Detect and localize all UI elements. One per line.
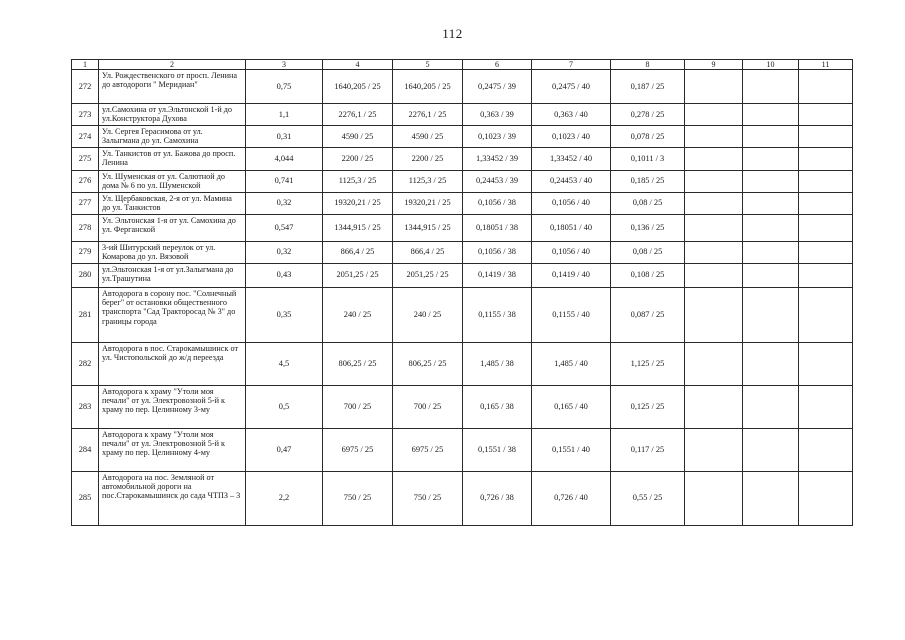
value-cell-c8: 0,08 / 25 bbox=[611, 192, 685, 214]
value-cell-c8: 0,278 / 25 bbox=[611, 104, 685, 126]
value-cell-c5: 2051,25 / 25 bbox=[393, 263, 463, 287]
value-cell-c6: 1,485 / 38 bbox=[463, 342, 532, 385]
value-cell-c6: 0,1023 / 39 bbox=[463, 125, 532, 147]
value-cell-c9 bbox=[685, 125, 743, 147]
value-cell-c8: 0,08 / 25 bbox=[611, 241, 685, 263]
row-number-cell: 277 bbox=[72, 192, 99, 214]
value-cell-c10 bbox=[743, 192, 799, 214]
row-number-cell: 272 bbox=[72, 70, 99, 104]
value-cell-c3: 2,2 bbox=[246, 471, 323, 525]
road-name-cell: Ул. Щербаковская, 2-я от ул. Мамина до ул. Танкистов bbox=[99, 192, 246, 214]
value-cell-c5: 1344,915 / 25 bbox=[393, 214, 463, 241]
value-cell-c6: 0,2475 / 39 bbox=[463, 70, 532, 104]
value-cell-c8: 0,117 / 25 bbox=[611, 428, 685, 471]
value-cell-c4: 2276,1 / 25 bbox=[323, 104, 393, 126]
value-cell-c10 bbox=[743, 125, 799, 147]
table-row bbox=[72, 385, 853, 428]
value-cell-c8: 0,136 / 25 bbox=[611, 214, 685, 241]
table-row bbox=[72, 428, 853, 471]
value-cell-c3: 0,32 bbox=[246, 241, 323, 263]
value-cell-c3: 0,75 bbox=[246, 70, 323, 104]
value-cell-c5: 750 / 25 bbox=[393, 471, 463, 525]
row-number-cell: 276 bbox=[72, 170, 99, 192]
value-cell-c9 bbox=[685, 192, 743, 214]
value-cell-c4: 6975 / 25 bbox=[323, 428, 393, 471]
value-cell-c11 bbox=[799, 192, 853, 214]
value-cell-c11 bbox=[799, 428, 853, 471]
value-cell-c3: 4,044 bbox=[246, 147, 323, 170]
value-cell-c11 bbox=[799, 241, 853, 263]
column-header: 7 bbox=[532, 60, 611, 70]
value-cell-c7: 0,2475 / 40 bbox=[532, 70, 611, 104]
value-cell-c11 bbox=[799, 342, 853, 385]
column-header: 3 bbox=[246, 60, 323, 70]
value-cell-c10 bbox=[743, 147, 799, 170]
value-cell-c11 bbox=[799, 147, 853, 170]
value-cell-c8: 0,187 / 25 bbox=[611, 70, 685, 104]
road-name-cell: Ул. Эльтонская 1-я от ул. Самохина до ул. Ферганской bbox=[99, 214, 246, 241]
value-cell-c6: 0,165 / 38 bbox=[463, 385, 532, 428]
column-header: 6 bbox=[463, 60, 532, 70]
value-cell-c11 bbox=[799, 263, 853, 287]
road-name-cell: Автодорога в пос. Старокамышинск от ул. Чистопольской до ж/д переезда bbox=[99, 342, 246, 385]
value-cell-c8: 0,108 / 25 bbox=[611, 263, 685, 287]
road-name-cell: Ул. Танкистов от ул. Бажова до просп. Ленина bbox=[99, 147, 246, 170]
row-number-cell: 273 bbox=[72, 104, 99, 126]
value-cell-c10 bbox=[743, 241, 799, 263]
value-cell-c4: 1344,915 / 25 bbox=[323, 214, 393, 241]
row-number-cell: 283 bbox=[72, 385, 99, 428]
value-cell-c8: 1,125 / 25 bbox=[611, 342, 685, 385]
value-cell-c6: 1,33452 / 39 bbox=[463, 147, 532, 170]
table-row bbox=[72, 287, 853, 342]
value-cell-c6: 0,1056 / 38 bbox=[463, 192, 532, 214]
value-cell-c6: 0,726 / 38 bbox=[463, 471, 532, 525]
page-number: 112 bbox=[442, 26, 463, 41]
value-cell-c7: 0,1023 / 40 bbox=[532, 125, 611, 147]
value-cell-c10 bbox=[743, 385, 799, 428]
value-cell-c11 bbox=[799, 287, 853, 342]
value-cell-c8: 0,078 / 25 bbox=[611, 125, 685, 147]
road-name-cell: Автодорога к храму "Утоли моя печали" от ул. Электровозной 5-й к храму по пер. Целинному 4-му bbox=[99, 428, 246, 471]
table-row bbox=[72, 241, 853, 263]
value-cell-c8: 0,087 / 25 bbox=[611, 287, 685, 342]
road-name-cell: Автодорога на пос. Земляной от автомобильной дороги на пос.Старокамышинск до сада ЧТПЗ – 3 bbox=[99, 471, 246, 525]
row-number-cell: 280 bbox=[72, 263, 99, 287]
value-cell-c3: 4,5 bbox=[246, 342, 323, 385]
value-cell-c3: 0,35 bbox=[246, 287, 323, 342]
value-cell-c4: 700 / 25 bbox=[323, 385, 393, 428]
value-cell-c6: 0,1155 / 38 bbox=[463, 287, 532, 342]
roads-table bbox=[71, 59, 853, 526]
value-cell-c8: 0,125 / 25 bbox=[611, 385, 685, 428]
value-cell-c6: 0,18051 / 38 bbox=[463, 214, 532, 241]
value-cell-c9 bbox=[685, 342, 743, 385]
road-name-cell: 3-ий Шитурский переулок от ул. Комарова до ул. Вязовой bbox=[99, 241, 246, 263]
column-header: 11 bbox=[799, 60, 853, 70]
value-cell-c4: 4590 / 25 bbox=[323, 125, 393, 147]
value-cell-c8: 0,185 / 25 bbox=[611, 170, 685, 192]
value-cell-c7: 0,18051 / 40 bbox=[532, 214, 611, 241]
table-row bbox=[72, 125, 853, 147]
value-cell-c11 bbox=[799, 104, 853, 126]
value-cell-c9 bbox=[685, 287, 743, 342]
value-cell-c11 bbox=[799, 471, 853, 525]
table-row bbox=[72, 170, 853, 192]
table-row bbox=[72, 214, 853, 241]
row-number-cell: 282 bbox=[72, 342, 99, 385]
value-cell-c7: 0,1551 / 40 bbox=[532, 428, 611, 471]
value-cell-c11 bbox=[799, 214, 853, 241]
value-cell-c7: 0,1419 / 40 bbox=[532, 263, 611, 287]
value-cell-c3: 0,43 bbox=[246, 263, 323, 287]
table-body bbox=[72, 70, 853, 526]
value-cell-c10 bbox=[743, 263, 799, 287]
value-cell-c11 bbox=[799, 170, 853, 192]
value-cell-c7: 0,726 / 40 bbox=[532, 471, 611, 525]
column-header: 4 bbox=[323, 60, 393, 70]
column-header: 2 bbox=[99, 60, 246, 70]
row-number-cell: 285 bbox=[72, 471, 99, 525]
value-cell-c5: 1640,205 / 25 bbox=[393, 70, 463, 104]
value-cell-c7: 1,485 / 40 bbox=[532, 342, 611, 385]
value-cell-c10 bbox=[743, 70, 799, 104]
road-name-cell: Ул. Сергея Герасимова от ул. Залыгмана до ул. Самохина bbox=[99, 125, 246, 147]
value-cell-c9 bbox=[685, 214, 743, 241]
value-cell-c11 bbox=[799, 70, 853, 104]
road-name-cell: Ул. Шуменская от ул. Салютной до дома № 6 по ул. Шуменской bbox=[99, 170, 246, 192]
row-number-cell: 274 bbox=[72, 125, 99, 147]
value-cell-c7: 0,24453 / 40 bbox=[532, 170, 611, 192]
value-cell-c3: 0,32 bbox=[246, 192, 323, 214]
row-number-cell: 279 bbox=[72, 241, 99, 263]
value-cell-c7: 0,1155 / 40 bbox=[532, 287, 611, 342]
value-cell-c4: 2051,25 / 25 bbox=[323, 263, 393, 287]
value-cell-c9 bbox=[685, 385, 743, 428]
value-cell-c11 bbox=[799, 125, 853, 147]
road-name-cell: Автодорога в сорону пос. "Солнечный берег" от остановки общественного транспорта "Сад Тракторосад № 3" до границы города bbox=[99, 287, 246, 342]
value-cell-c5: 4590 / 25 bbox=[393, 125, 463, 147]
road-name-cell: Автодорога к храму "Утоли моя печали" от ул. Электровозной 5-й к храму по пер. Целинному 3-му bbox=[99, 385, 246, 428]
road-name-cell: ул.Самохина от ул.Эльтонской 1-й до ул.Конструктора Духова bbox=[99, 104, 246, 126]
value-cell-c10 bbox=[743, 104, 799, 126]
value-cell-c4: 2200 / 25 bbox=[323, 147, 393, 170]
table-row bbox=[72, 70, 853, 104]
value-cell-c10 bbox=[743, 471, 799, 525]
value-cell-c6: 0,1419 / 38 bbox=[463, 263, 532, 287]
value-cell-c9 bbox=[685, 170, 743, 192]
value-cell-c11 bbox=[799, 385, 853, 428]
road-name-cell: Ул. Рождественского от просп. Ленина до автодороги " Меридиан" bbox=[99, 70, 246, 104]
value-cell-c5: 866,4 / 25 bbox=[393, 241, 463, 263]
value-cell-c7: 0,1056 / 40 bbox=[532, 192, 611, 214]
value-cell-c9 bbox=[685, 263, 743, 287]
value-cell-c5: 2276,1 / 25 bbox=[393, 104, 463, 126]
value-cell-c5: 240 / 25 bbox=[393, 287, 463, 342]
value-cell-c7: 0,165 / 40 bbox=[532, 385, 611, 428]
value-cell-c9 bbox=[685, 241, 743, 263]
value-cell-c3: 0,547 bbox=[246, 214, 323, 241]
value-cell-c9 bbox=[685, 104, 743, 126]
value-cell-c5: 6975 / 25 bbox=[393, 428, 463, 471]
value-cell-c8: 0,1011 / 3 bbox=[611, 147, 685, 170]
value-cell-c3: 0,741 bbox=[246, 170, 323, 192]
value-cell-c6: 0,24453 / 39 bbox=[463, 170, 532, 192]
value-cell-c10 bbox=[743, 342, 799, 385]
header-row bbox=[72, 60, 853, 70]
value-cell-c5: 2200 / 25 bbox=[393, 147, 463, 170]
value-cell-c4: 19320,21 / 25 bbox=[323, 192, 393, 214]
value-cell-c10 bbox=[743, 214, 799, 241]
value-cell-c4: 240 / 25 bbox=[323, 287, 393, 342]
column-header: 5 bbox=[393, 60, 463, 70]
value-cell-c9 bbox=[685, 428, 743, 471]
table-row bbox=[72, 471, 853, 525]
row-number-cell: 275 bbox=[72, 147, 99, 170]
value-cell-c5: 806,25 / 25 bbox=[393, 342, 463, 385]
value-cell-c8: 0,55 / 25 bbox=[611, 471, 685, 525]
value-cell-c5: 19320,21 / 25 bbox=[393, 192, 463, 214]
table-row bbox=[72, 104, 853, 126]
value-cell-c10 bbox=[743, 428, 799, 471]
column-header: 9 bbox=[685, 60, 743, 70]
column-header: 10 bbox=[743, 60, 799, 70]
row-number-cell: 278 bbox=[72, 214, 99, 241]
value-cell-c6: 0,1056 / 38 bbox=[463, 241, 532, 263]
table-row bbox=[72, 192, 853, 214]
table-row bbox=[72, 342, 853, 385]
value-cell-c3: 1,1 bbox=[246, 104, 323, 126]
table-row bbox=[72, 263, 853, 287]
value-cell-c10 bbox=[743, 170, 799, 192]
value-cell-c5: 1125,3 / 25 bbox=[393, 170, 463, 192]
column-header: 1 bbox=[72, 60, 99, 70]
value-cell-c6: 0,363 / 39 bbox=[463, 104, 532, 126]
value-cell-c4: 750 / 25 bbox=[323, 471, 393, 525]
row-number-cell: 284 bbox=[72, 428, 99, 471]
value-cell-c10 bbox=[743, 287, 799, 342]
value-cell-c7: 0,1056 / 40 bbox=[532, 241, 611, 263]
value-cell-c7: 1,33452 / 40 bbox=[532, 147, 611, 170]
table-row bbox=[72, 147, 853, 170]
value-cell-c9 bbox=[685, 70, 743, 104]
road-name-cell: ул.Эльтонская 1-я от ул.Залыгмана до ул.Трашутина bbox=[99, 263, 246, 287]
column-header: 8 bbox=[611, 60, 685, 70]
value-cell-c4: 1640,205 / 25 bbox=[323, 70, 393, 104]
value-cell-c4: 1125,3 / 25 bbox=[323, 170, 393, 192]
value-cell-c9 bbox=[685, 471, 743, 525]
value-cell-c3: 0,47 bbox=[246, 428, 323, 471]
row-number-cell: 281 bbox=[72, 287, 99, 342]
value-cell-c4: 806,25 / 25 bbox=[323, 342, 393, 385]
value-cell-c3: 0,31 bbox=[246, 125, 323, 147]
value-cell-c9 bbox=[685, 147, 743, 170]
value-cell-c4: 866,4 / 25 bbox=[323, 241, 393, 263]
value-cell-c6: 0,1551 / 38 bbox=[463, 428, 532, 471]
value-cell-c7: 0,363 / 40 bbox=[532, 104, 611, 126]
value-cell-c3: 0,5 bbox=[246, 385, 323, 428]
value-cell-c5: 700 / 25 bbox=[393, 385, 463, 428]
